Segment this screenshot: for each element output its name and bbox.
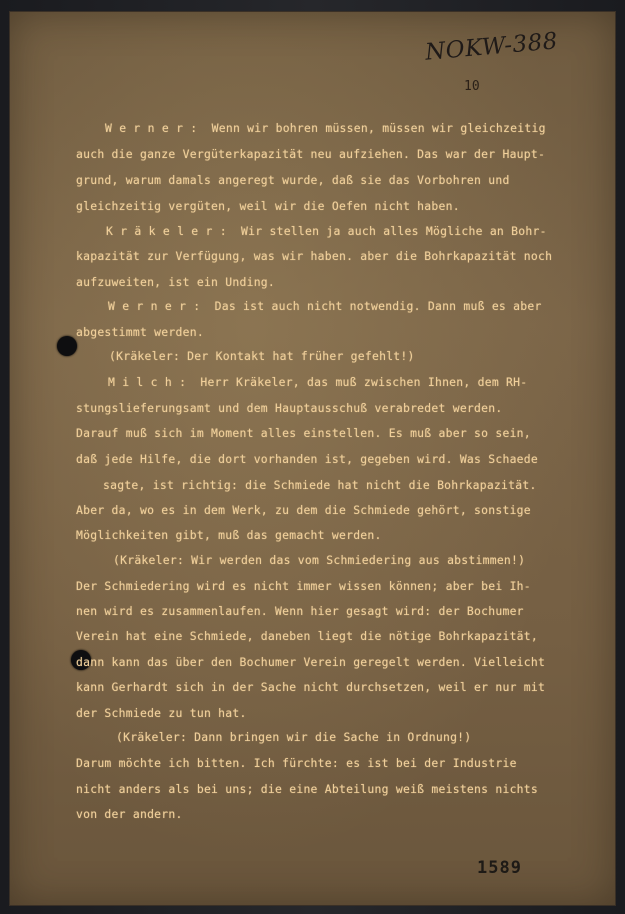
text-line: K r ä k e l e r : Wir stellen ja auch alles Mögliche an Bohr- — [106, 224, 547, 238]
text-line: von der andern. — [76, 807, 183, 821]
text-line: (Kräkeler: Wir werden das vom Schmiedering aus abstimmen!) — [113, 553, 526, 567]
text-line: stungslieferungsamt und dem Hauptausschuß verabredet werden. — [76, 401, 503, 415]
text-line: gleichzeitig vergüten, weil wir die Oefen nicht haben. — [76, 199, 460, 213]
text-line: nicht anders als bei uns; die eine Abteilung weiß meistens nichts — [76, 782, 539, 796]
text-line: Darauf muß sich im Moment alles einstellen. Es muß aber so sein, — [76, 426, 531, 440]
text-line: kann Gerhardt sich in der Sache nicht durchsetzen, weil er nur mit — [76, 680, 546, 694]
text-line: dann kann das über den Bochumer Verein geregelt werden. Vielleicht — [76, 655, 546, 669]
text-line: (Kräkeler: Dann bringen wir die Sache in Ordnung!) — [116, 730, 472, 744]
archive-stamp: NOKW-388 — [424, 28, 559, 66]
document-page — [10, 12, 615, 905]
text-line: auch die ganze Vergüterkapazität neu aufziehen. Das war der Haupt- — [76, 147, 546, 161]
text-line: daß jede Hilfe, die dort vorhanden ist, gegeben wird. Was Schaede — [76, 452, 539, 466]
text-line: (Kräkeler: Der Kontakt hat früher gefehlt!) — [109, 349, 415, 363]
text-line: kapazität zur Verfügung, was wir haben. aber die Bohrkapazität noch — [76, 249, 553, 263]
text-line: abgestimmt werden. — [76, 325, 204, 339]
document-number: 1589 — [477, 858, 522, 878]
text-line: nen wird es zusammenlaufen. Wenn hier gesagt wird: der Bochumer — [76, 604, 524, 618]
text-line: aufzuweiten, ist ein Unding. — [76, 275, 276, 289]
text-line: sagte, ist richtig: die Schmiede hat nicht die Bohrkapazität. — [103, 478, 537, 492]
text-line: grund, warum damals angeregt wurde, daß sie das Vorbohren und — [76, 173, 510, 187]
text-line: der Schmiede zu tun hat. — [76, 706, 247, 720]
page-number: 10 — [464, 79, 480, 94]
text-line: Verein hat eine Schmiede, daneben liegt die nötige Bohrkapazität, — [76, 629, 539, 643]
text-line: M i l c h : Herr Kräkeler, das muß zwischen Ihnen, dem RH- — [108, 375, 528, 389]
text-line: Der Schmiedering wird es nicht immer wissen können; aber bei Ih- — [76, 579, 531, 593]
text-line: Darum möchte ich bitten. Ich fürchte: es ist bei der Industrie — [76, 756, 517, 770]
text-line: W e r n e r : Das ist auch nicht notwendig. Dann muß es aber — [108, 299, 542, 313]
text-line: W e r n e r : Wenn wir bohren müssen, müssen wir gleichzeitig — [105, 121, 546, 135]
transcript-body — [10, 12, 615, 905]
text-line: Aber da, wo es in dem Werk, zu dem die Schmiede gehört, sonstige — [76, 503, 531, 517]
text-line: Möglichkeiten gibt, muß das gemacht werden. — [76, 528, 382, 542]
